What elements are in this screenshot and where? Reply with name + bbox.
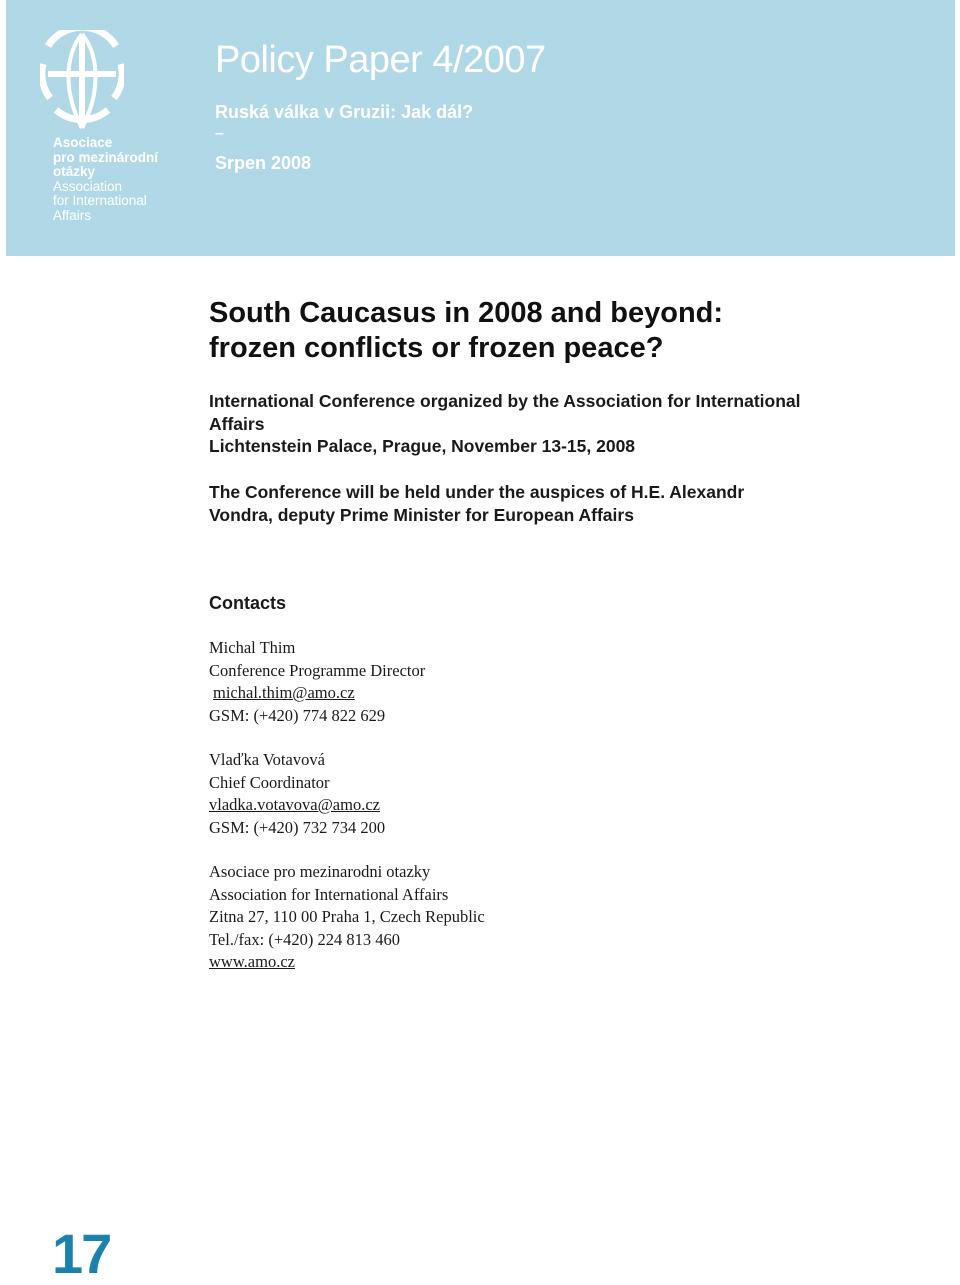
intro-line: International Conference organized by the Association for International bbox=[209, 391, 801, 411]
logo-line: Asociace bbox=[53, 135, 113, 150]
contacts-heading: Contacts bbox=[209, 593, 287, 613]
auspices-line: The Conference will be held under the auspices of H.E. Alexandr bbox=[209, 482, 745, 502]
contact-phone: GSM: (+420) 732 734 200 bbox=[209, 817, 386, 837]
contact-phone: GSM: (+420) 774 822 629 bbox=[209, 705, 386, 725]
logo-text bbox=[53, 136, 158, 223]
organization-name-en: Association for International Affairs bbox=[209, 884, 449, 904]
auspices-paragraph bbox=[209, 481, 859, 526]
intro-line: Lichtenstein Palace, Prague, November 13-15, 2008 bbox=[209, 436, 636, 456]
organization-name-cz: Asociace pro mezinarodni otazky bbox=[209, 862, 431, 881]
globe-logo-icon bbox=[40, 30, 124, 130]
logo-line: Association bbox=[53, 178, 123, 194]
logo-line: pro mezinárodní bbox=[53, 149, 159, 165]
logo-line: otázky bbox=[53, 164, 96, 179]
contact-role: Chief Coordinator bbox=[209, 772, 330, 792]
organization-street-address: Zitna 27, 110 00 Praha 1, Czech Republic bbox=[209, 907, 485, 926]
organization-address bbox=[209, 861, 485, 974]
conference-intro bbox=[209, 390, 899, 458]
policy-paper-date: Srpen 2008 bbox=[215, 153, 312, 173]
logo-line: Affairs bbox=[53, 207, 92, 223]
conference-title-line: frozen conflicts or frozen peace? bbox=[209, 332, 664, 364]
intro-line: Affairs bbox=[209, 413, 265, 434]
policy-paper-title: Policy Paper 4/2007 bbox=[215, 39, 546, 81]
logo-line: for International bbox=[53, 193, 147, 208]
contact-email-link[interactable]: michal.thim@amo.cz bbox=[213, 683, 355, 702]
contact-card bbox=[209, 749, 385, 839]
contact-name: Vlaďka Votavová bbox=[209, 750, 325, 769]
website-link[interactable]: www.amo.cz bbox=[209, 952, 295, 971]
conference-title-line: South Caucasus in 2008 and beyond: bbox=[209, 297, 724, 329]
contact-card bbox=[209, 637, 425, 727]
contact-name: Michal Thim bbox=[209, 638, 296, 657]
page-number: 17 bbox=[52, 1222, 111, 1285]
organization-telfax: Tel./fax: (+420) 224 813 460 bbox=[209, 929, 400, 949]
header-band bbox=[6, 0, 955, 256]
contact-email-link[interactable]: vladka.votavova@amo.cz bbox=[209, 795, 380, 814]
conference-title bbox=[209, 296, 909, 366]
contact-role: Conference Programme Director bbox=[209, 660, 426, 680]
auspices-line: Vondra, deputy Prime Minister for European Affairs bbox=[209, 504, 634, 525]
policy-paper-subtitle: Ruská válka v Gruzii: Jak dál? bbox=[215, 102, 474, 122]
subtitle-dash: – bbox=[215, 125, 224, 142]
